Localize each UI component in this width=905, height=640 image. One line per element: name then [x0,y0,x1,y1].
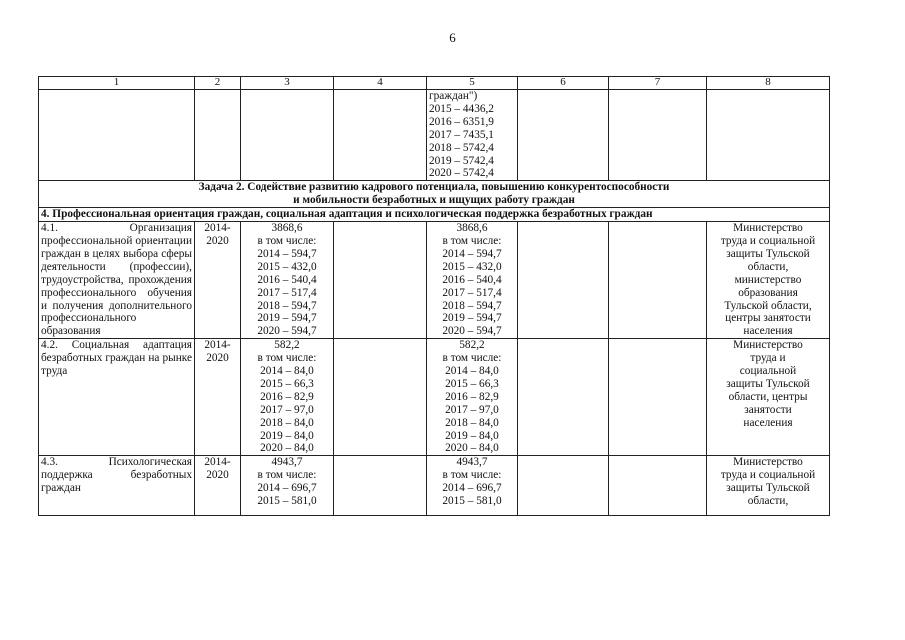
funding-total: 3868,6 в том числе: 2014 – 594,7 2015 – 432,0 2016 – 540,4 2017 – 517,4 2018 – 594,7 2019 – 594,7 2020 – 594,7 [241,222,334,339]
table-row [39,339,830,456]
section-heading-row [39,208,830,222]
activity-name: 4.1. Организация профессиональной ориентации граждан в целях выбора сферы деятельности (профессии), трудоустройства, прохождения профессионального обучения и получения дополнительного профессионального образования [39,222,195,339]
column-number: 3 [241,77,334,90]
period: 2014- 2020 [195,222,241,339]
funding-total: 4943,7 в том числе: 2014 – 696,7 2015 – 581,0 [241,456,334,516]
column-number: 6 [518,77,609,90]
column-number: 7 [609,77,707,90]
task-heading-row [39,181,830,208]
carry-over-funding: граждан") 2015 – 4436,2 2016 – 6351,9 2017 – 7435,1 2018 – 5742,4 2019 – 5742,4 2020 – 5742,4 [427,90,518,181]
executors: Министерство труда и социальной защиты Тульской области, министерство образования Тульской области, центры занятости населения [707,222,830,339]
executors: Министерство труда и социальной защиты Тульской области, центры занятости населения [707,339,830,456]
column-number: 2 [195,77,241,90]
executors: Министерство труда и социальной защиты Тульской области, [707,456,830,516]
program-table [38,76,830,516]
table-row [39,456,830,516]
period: 2014- 2020 [195,339,241,456]
funding-regional: 582,2 в том числе: 2014 – 84,0 2015 – 66,3 2016 – 82,9 2017 – 97,0 2018 – 84,0 2019 – 84,0 2020 – 84,0 [427,339,518,456]
activity-name: 4.2. Социальная адаптация безработных граждан на рынке труда [39,339,195,456]
task-heading: Задача 2. Содействие развитию кадрового потенциала, повышению конкурентоспособности и мобильности безработных и ищущих работу граждан [39,181,830,208]
funding-regional: 3868,6 в том числе: 2014 – 594,7 2015 – 432,0 2016 – 540,4 2017 – 517,4 2018 – 594,7 2019 – 594,7 2020 – 594,7 [427,222,518,339]
column-number: 8 [707,77,830,90]
table-row [39,222,830,339]
page-number: 6 [449,30,456,45]
column-number: 5 [427,77,518,90]
activity-name: 4.3. Психологическая поддержка безработных граждан [39,456,195,516]
column-number: 1 [39,77,195,90]
column-number: 4 [334,77,427,90]
carry-over-row [39,90,830,181]
column-number-row [39,77,830,90]
funding-regional: 4943,7 в том числе: 2014 – 696,7 2015 – 581,0 [427,456,518,516]
funding-total: 582,2 в том числе: 2014 – 84,0 2015 – 66,3 2016 – 82,9 2017 – 97,0 2018 – 84,0 2019 – 84,0 2020 – 84,0 [241,339,334,456]
period: 2014- 2020 [195,456,241,516]
section-heading: 4. Профессиональная ориентация граждан, социальная адаптация и психологическая поддержка безработных граждан [39,208,830,222]
